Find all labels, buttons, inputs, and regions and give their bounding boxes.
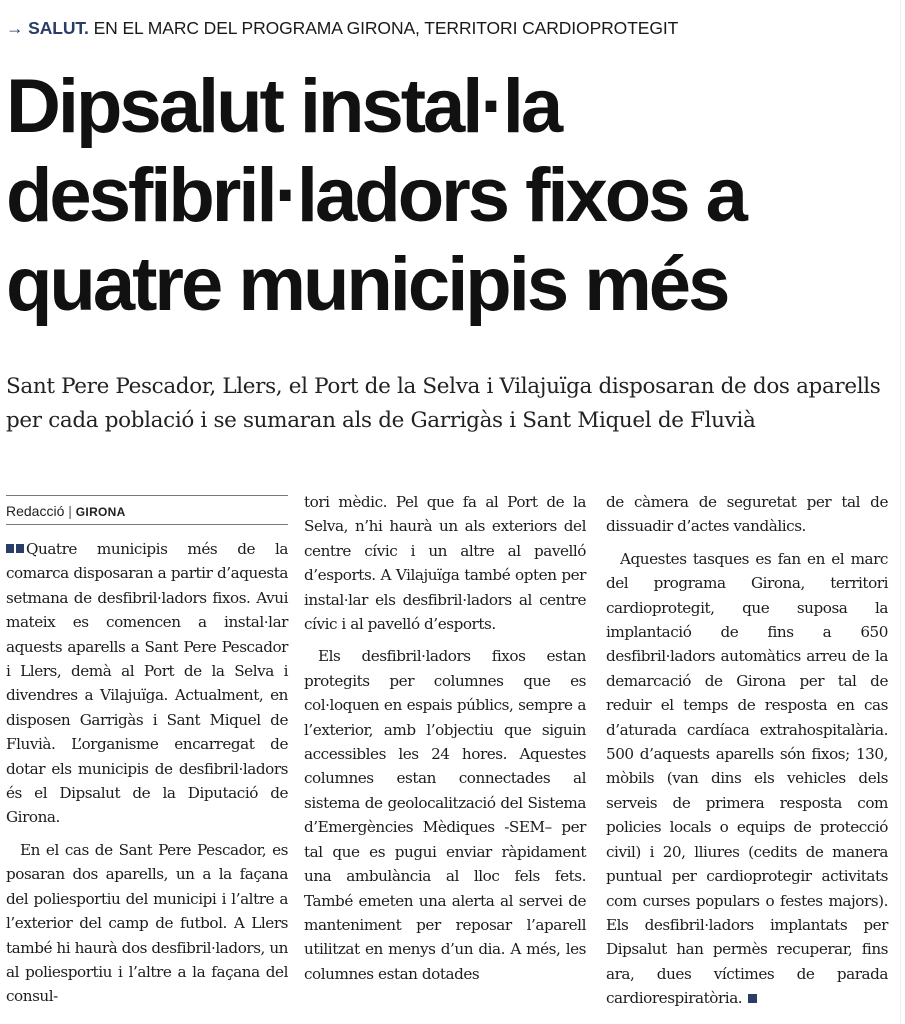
paragraph: Els desfibril·ladors fixos estan protegits per columnes que es col·loquen en espais públics, sempre a l’exterior, amb l’objectiu que siguin accessibles les 24 hores. Aquestes columnes estan connectades al sistema de geolocalització del Sistema d’Emergències Mèdiques -SEM– per tal que es pugui enviar ràpidament una ambulància al lloc fels fets. També emeten una alerta al servei de manteniment per reposar l’aparell utilitzat en menys d’un dia. A més, les columnes estan dotades (304, 647, 586, 983)
article-column-1 (6, 490, 288, 1009)
kicker-section: SALUT. (28, 18, 89, 38)
paragraph: tori mèdic. Pel que fa al Port de la Selva, n’hi haurà un als exteriors del centre cívic i un altre al pavelló d’esports. A Vilajuïga també opten per instal·lar els desfibril·ladors al centre cívic i al pavelló d’esports. (304, 493, 586, 634)
paragraph: de càmera de seguretat per tal de dissuadir d’actes vandàlics. (606, 493, 888, 536)
double-square-lead-icon (6, 544, 24, 553)
article-column-3 (606, 490, 888, 1011)
byline-author: Redacció (6, 503, 65, 519)
subtitle: Sant Pere Pescador, Llers, el Port de la Selva i Vilajuïga disposaran de dos aparells per cada població i se sumaran als de Garrigàs i Sant Miquel de Fluvià (6, 374, 881, 433)
page-edge-rule (900, 0, 901, 1024)
byline (6, 495, 288, 525)
byline-separator: | (68, 503, 72, 519)
square-end-icon (748, 994, 757, 1003)
paragraph (606, 547, 888, 1011)
kicker (6, 18, 678, 39)
headline: Dipsalut instal·la desfibril·ladors fixos a quatre municipis més (6, 64, 745, 327)
paragraph-text: Aquestes tasques es fan en el marc del programa Girona, territori cardioprotegit, que suposa la implantació de fins a 650 desfibril·ladors automàtics arreu de la demarcació de Girona per tal de reduir el temps de resposta en cas d’aturada cardíaca extrahospitalària. 500 d’aquests aparells són fixos; 130, mòbils (van dins els vehicles dels serveis de primera resposta com policies locals o equips de protecció civil) i 20, lliures (cedits de manera puntual per cardioprotegir activitats com curses populars o festes majors). Els desfibril·ladors implantats per Dipsalut han permès recuperar, fins ara, dues víctimes de parada cardiorespiratòria. (606, 549, 888, 1008)
article-column-2 (304, 490, 586, 986)
byline-place: GIRONA (75, 505, 126, 519)
paragraph-text: Quatre municipis més de la comarca disposaran a partir d’aquesta setmana de desfibril·ladors fixos. Avui mateix es comencen a instal·lar aquests aparells a Sant Pere Pescador i Llers, demà al Port de la Selva i divendres a Vilajuïga. Actualment, en disposen Garrigàs i Sant Miquel de Fluvià. L’organisme encarregat de dotar els municipis de desfibril·ladors és el Dipsalut de la Diputació de Girona. (6, 540, 288, 827)
paragraph (6, 537, 288, 830)
arrow-right-icon: → (6, 18, 24, 38)
paragraph: En el cas de Sant Pere Pescador, es posaran dos aparells, un a la façana del poliesportiu del municipi i l’altre a l’exterior del camp de futbol. A Llers també hi haurà dos desfibril·ladors, un al poliesportiu i l’altre a la façana del consul- (6, 840, 288, 1006)
kicker-text: EN EL MARC DEL PROGRAMA GIRONA, TERRITORI CARDIOPROTEGIT (93, 18, 679, 38)
